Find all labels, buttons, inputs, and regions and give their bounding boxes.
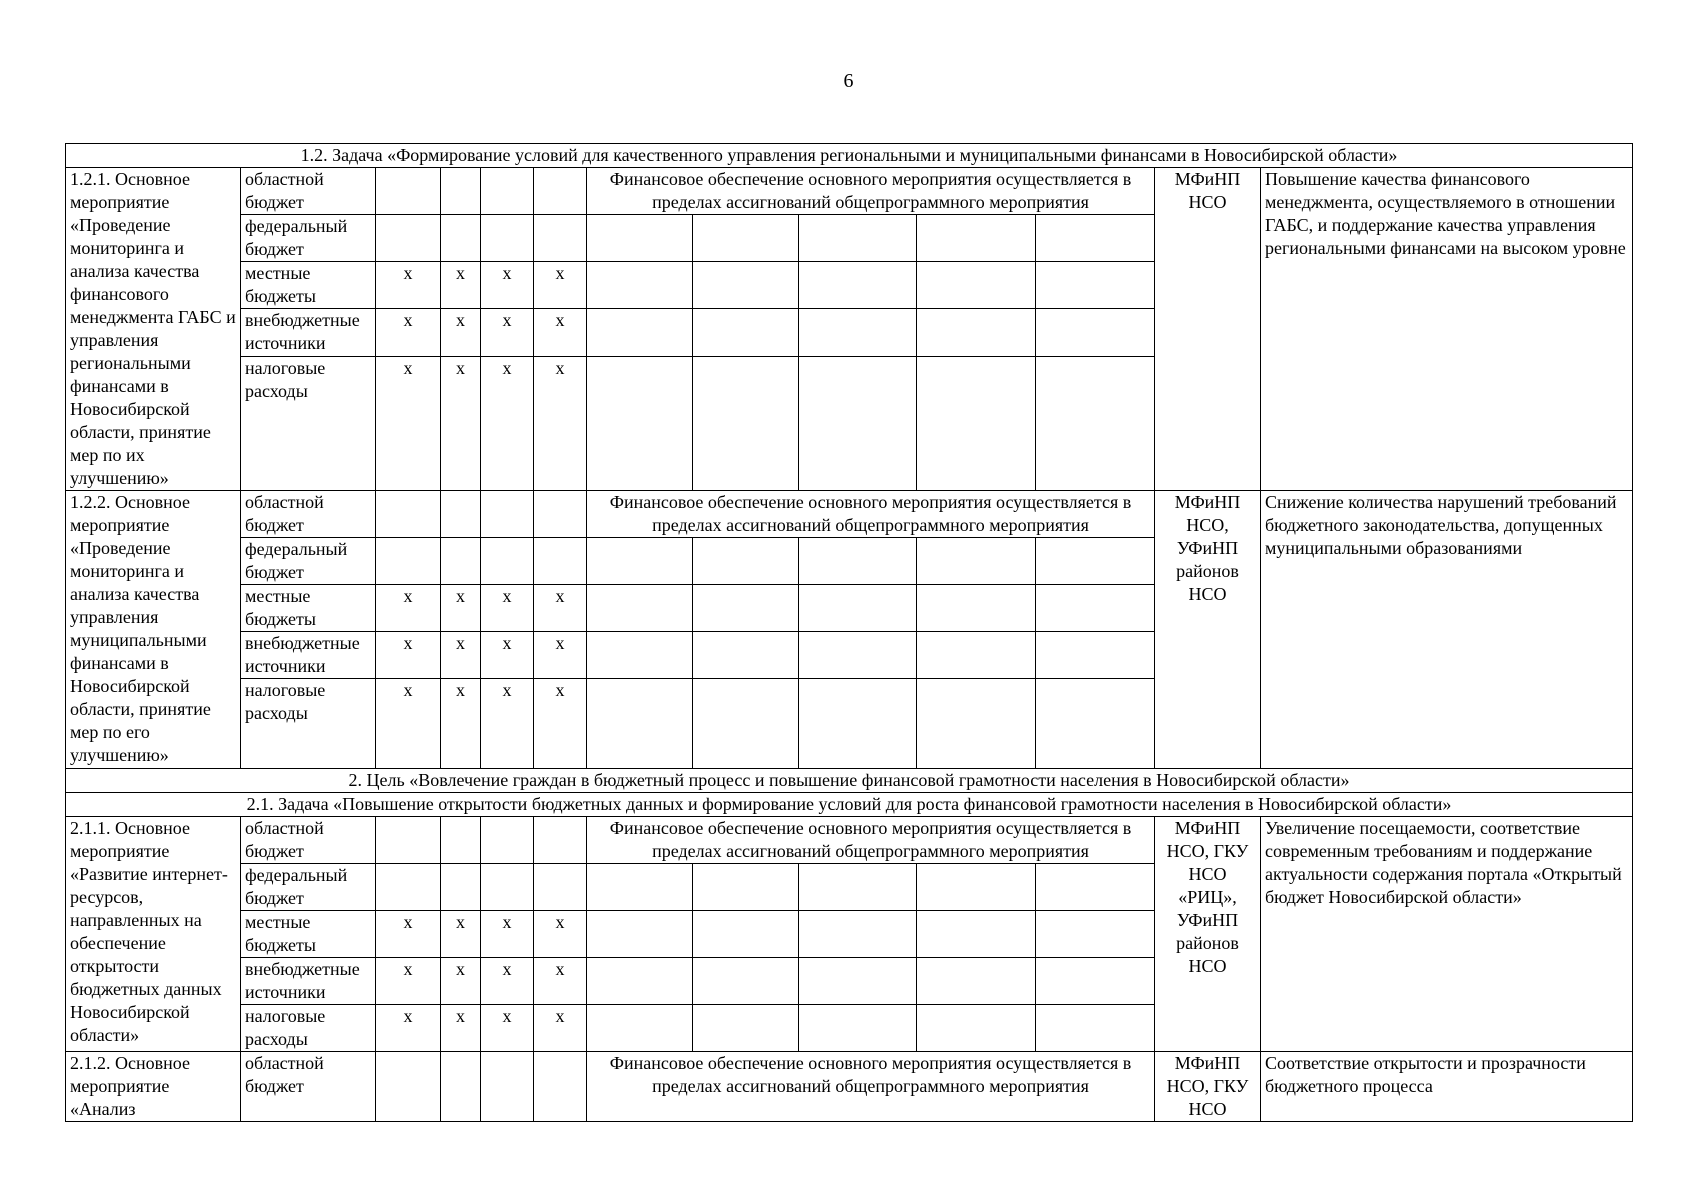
x-mark: х <box>441 679 481 769</box>
budget-label-regional: областной бюджет <box>241 817 376 864</box>
activity-1-2-2-executor: МФиНП НСО, УФиНП районов НСО <box>1155 491 1261 769</box>
budget-label-extra: внебюджетные источники <box>241 632 376 679</box>
x-mark: х <box>376 911 441 958</box>
program-activities-table <box>65 143 1633 1122</box>
x-mark: х <box>534 632 587 679</box>
x-mark: х <box>534 356 587 490</box>
x-mark: х <box>441 632 481 679</box>
x-mark: х <box>441 958 481 1005</box>
x-mark: х <box>441 585 481 632</box>
x-mark: х <box>376 679 441 769</box>
x-mark: х <box>376 632 441 679</box>
x-mark: х <box>441 1005 481 1052</box>
budget-label-regional: областной бюджет <box>241 491 376 538</box>
x-mark: х <box>534 1005 587 1052</box>
activity-2-1-1-name: 2.1.1. Основное мероприятие «Развитие интернет-ресурсов, направленных на обеспечение открытости бюджетных данных Новосибирской области» <box>66 817 241 1052</box>
x-mark: х <box>534 262 587 309</box>
financing-note: Финансовое обеспечение основного мероприятия осуществляется в пределах ассигнований общепрограммного мероприятия <box>587 491 1155 538</box>
x-mark: х <box>481 911 534 958</box>
x-mark: х <box>376 958 441 1005</box>
budget-label-federal: федеральный бюджет <box>241 215 376 262</box>
x-mark: х <box>534 679 587 769</box>
activity-1-2-1-result: Повышение качества финансового менеджмента, осуществляемого в отношении ГАБС, и поддержание качества управления региональными финансами на высоком уровне <box>1261 168 1633 491</box>
x-mark: х <box>376 309 441 356</box>
x-mark: х <box>481 679 534 769</box>
x-mark: х <box>481 632 534 679</box>
budget-label-extra: внебюджетные источники <box>241 958 376 1005</box>
activity-1-2-2-result: Снижение количества нарушений требований бюджетного законодательства, допущенных муниципальными образованиями <box>1261 491 1633 769</box>
budget-label-local: местные бюджеты <box>241 585 376 632</box>
activity-2-1-1-executor: МФиНП НСО, ГКУ НСО «РИЦ», УФиНП районов НСО <box>1155 817 1261 1052</box>
page-number: 6 <box>843 70 854 92</box>
x-mark: х <box>481 262 534 309</box>
x-mark: х <box>481 1005 534 1052</box>
budget-label-regional: областной бюджет <box>241 1052 376 1122</box>
budget-label-federal: федеральный бюджет <box>241 864 376 911</box>
x-mark: х <box>441 262 481 309</box>
budget-label-tax: налоговые расходы <box>241 1005 376 1052</box>
x-mark: х <box>376 262 441 309</box>
x-mark: х <box>441 309 481 356</box>
x-mark: х <box>376 356 441 490</box>
activity-2-1-2-result: Соответствие открытости и прозрачности бюджетного процесса <box>1261 1052 1633 1122</box>
budget-label-regional: областной бюджет <box>241 168 376 215</box>
activity-2-1-1-result: Увеличение посещаемости, соответствие современным требованиям и поддержание актуальности содержания портала «Открытый бюджет Новосибирской области» <box>1261 817 1633 1052</box>
x-mark: х <box>534 911 587 958</box>
x-mark: х <box>481 958 534 1005</box>
x-mark: х <box>534 309 587 356</box>
x-mark: х <box>481 585 534 632</box>
budget-label-local: местные бюджеты <box>241 262 376 309</box>
activity-2-1-2-executor: МФиНП НСО, ГКУ НСО <box>1155 1052 1261 1122</box>
x-mark: х <box>534 585 587 632</box>
budget-label-tax: налоговые расходы <box>241 356 376 490</box>
x-mark: х <box>481 356 534 490</box>
x-mark: х <box>376 1005 441 1052</box>
x-mark: х <box>534 958 587 1005</box>
budget-label-tax: налоговые расходы <box>241 679 376 769</box>
task-2-1-header: 2.1. Задача «Повышение открытости бюджетных данных и формирование условий для роста финансовой грамотности населения в Новосибирской области» <box>66 793 1633 817</box>
activity-1-2-1-name: 1.2.1. Основное мероприятие «Проведение мониторинга и анализа качества финансового менеджмента ГАБС и управления региональными финансами в Новосибирской области, принятие мер по их улучшению» <box>66 168 241 491</box>
x-mark: х <box>376 585 441 632</box>
financing-note: Финансовое обеспечение основного мероприятия осуществляется в пределах ассигнований общепрограммного мероприятия <box>587 1052 1155 1122</box>
budget-label-extra: внебюджетные источники <box>241 309 376 356</box>
activity-1-2-2-name: 1.2.2. Основное мероприятие «Проведение мониторинга и анализа качества управления муниципальными финансами в Новосибирской области, принятие мер по его улучшению» <box>66 491 241 769</box>
budget-label-local: местные бюджеты <box>241 911 376 958</box>
task-1-2-header: 1.2. Задача «Формирование условий для качественного управления региональными и муниципальными финансами в Новосибирской области» <box>66 144 1633 168</box>
x-mark: х <box>441 356 481 490</box>
financing-note: Финансовое обеспечение основного мероприятия осуществляется в пределах ассигнований общепрограммного мероприятия <box>587 168 1155 215</box>
x-mark: х <box>481 309 534 356</box>
x-mark: х <box>441 911 481 958</box>
activity-2-1-2-name: 2.1.2. Основное мероприятие «Анализ <box>66 1052 241 1122</box>
activity-1-2-1-executor: МФиНП НСО <box>1155 168 1261 491</box>
financing-note: Финансовое обеспечение основного мероприятия осуществляется в пределах ассигнований общепрограммного мероприятия <box>587 817 1155 864</box>
budget-label-federal: федеральный бюджет <box>241 538 376 585</box>
goal-2-header: 2. Цель «Вовлечение граждан в бюджетный процесс и повышение финансовой грамотности населения в Новосибирской области» <box>66 769 1633 793</box>
